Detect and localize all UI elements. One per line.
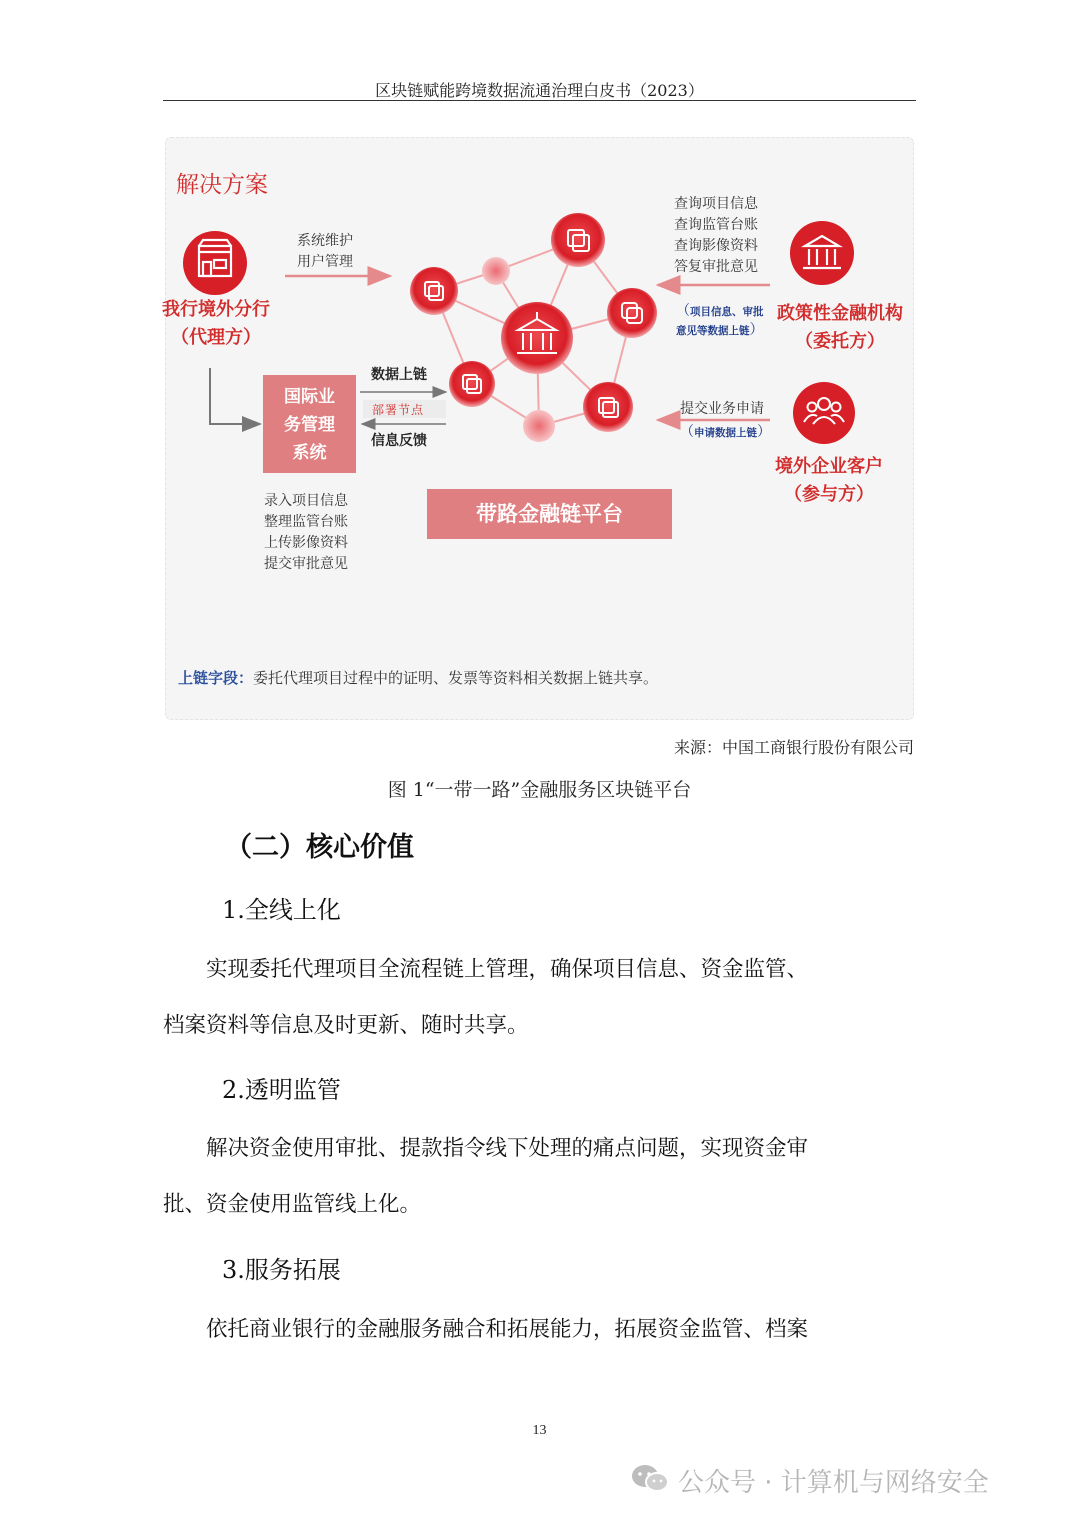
task-item: 整理监管台账 (264, 514, 348, 530)
data-note-1 (676, 302, 764, 340)
right-actor-2-circle (793, 382, 855, 444)
paragraph-line: 解决资金使用审批、提款指令线下处理的痛点问题，实现资金审 (206, 1136, 809, 1161)
item-title: 2.透明监管 (222, 1076, 341, 1104)
chain-field (178, 667, 658, 688)
wechat-icon (630, 1463, 670, 1502)
dot-bottom (523, 410, 555, 442)
info-feedback-label: 信息反馈 (371, 433, 427, 449)
node-lower-right (583, 382, 633, 432)
data-note-1-line: 项目信息、审批 (690, 306, 764, 318)
paren-open: （ (680, 424, 694, 440)
page-number: 13 (532, 1423, 547, 1438)
dot-upper (482, 257, 510, 285)
paragraph-line: 实现委托代理项目全流程链上管理，确保项目信息、资金监管、 (206, 957, 809, 982)
data-note-2 (680, 423, 771, 442)
watermark (630, 1462, 989, 1502)
query-item: 查询影像资料 (674, 238, 758, 254)
section-title: （二）核心价值 (225, 832, 414, 863)
node-lower-left (449, 361, 495, 407)
submit-request-label: 提交业务申请 (680, 401, 764, 417)
watermark-text: 公众号 · 计算机与网络安全 (678, 1468, 989, 1498)
deploy-node-label: 部署节点 (372, 403, 425, 417)
system-box-line: 系统 (292, 443, 327, 463)
paragraph-line: 依托商业银行的金融服务融合和拓展能力，拓展资金监管、档案 (206, 1317, 809, 1342)
query-item: 查询监管台账 (674, 217, 758, 233)
right-actor-1-role: （委托方） (795, 331, 885, 352)
query-item: 查询项目信息 (674, 196, 758, 212)
paragraph-line: 档案资料等信息及时更新、随时共享。 (163, 1013, 529, 1038)
node-right (607, 288, 657, 338)
node-top (551, 213, 605, 267)
paren-open: （ (676, 303, 690, 319)
right-actor-2-label (764, 453, 894, 509)
query-item: 答复审批意见 (674, 259, 758, 275)
chain-field-text: 委托代理项目过程中的证明、发票等资料相关数据上链共享。 (253, 669, 659, 687)
item-paragraph (163, 942, 916, 1054)
chain-field-label: 上链字段： (178, 669, 254, 687)
page-header: 区块链赋能跨境数据流通治理白皮书（2023） (375, 81, 704, 100)
right-actor-1-circle (790, 221, 854, 285)
data-note-1-line: 意见等数据上链 (676, 325, 750, 337)
data-note-2-text: 申请数据上链 (694, 427, 757, 439)
maintain-list (297, 231, 353, 273)
item-title: 3.服务拓展 (222, 1256, 341, 1284)
arrow-down-right (210, 368, 260, 424)
paragraph-line: 批、资金使用监管线上化。 (163, 1192, 422, 1217)
query-list (674, 194, 758, 278)
task-item: 上传影像资料 (264, 535, 348, 551)
right-actor-1-label (770, 300, 910, 356)
figure-source: 来源：中国工商银行股份有限公司 (673, 738, 914, 757)
left-actor-role: （代理方） (171, 327, 261, 348)
item-paragraph (163, 1302, 916, 1358)
paren-close: ） (757, 424, 771, 440)
right-actor-2-name: 境外企业客户 (775, 456, 883, 477)
data-up-label: 数据上链 (371, 367, 427, 383)
platform-box: 带路金融链平台 (427, 489, 672, 539)
right-actor-2-role: （参与方） (784, 484, 874, 505)
maintain-item: 用户管理 (297, 254, 353, 270)
paren-close: ） (749, 322, 764, 338)
item-title: 1.全线上化 (222, 896, 341, 924)
left-actor-name: 我行境外分行 (162, 299, 270, 320)
task-item: 录入项目信息 (264, 493, 348, 509)
system-box-line: 国际业 (284, 387, 335, 407)
right-actor-1-name: 政策性金融机构 (777, 303, 903, 324)
figure-caption: 图 1“一带一路”金融服务区块链平台 (387, 779, 692, 801)
maintain-item: 系统维护 (297, 233, 353, 249)
system-box-line: 务管理 (284, 415, 335, 435)
task-list (264, 491, 348, 575)
system-box (263, 375, 356, 473)
node-left (410, 267, 458, 315)
solution-title: 解决方案 (176, 172, 268, 198)
left-actor-label (160, 296, 272, 352)
task-item: 提交审批意见 (264, 556, 348, 572)
item-paragraph (163, 1121, 916, 1233)
